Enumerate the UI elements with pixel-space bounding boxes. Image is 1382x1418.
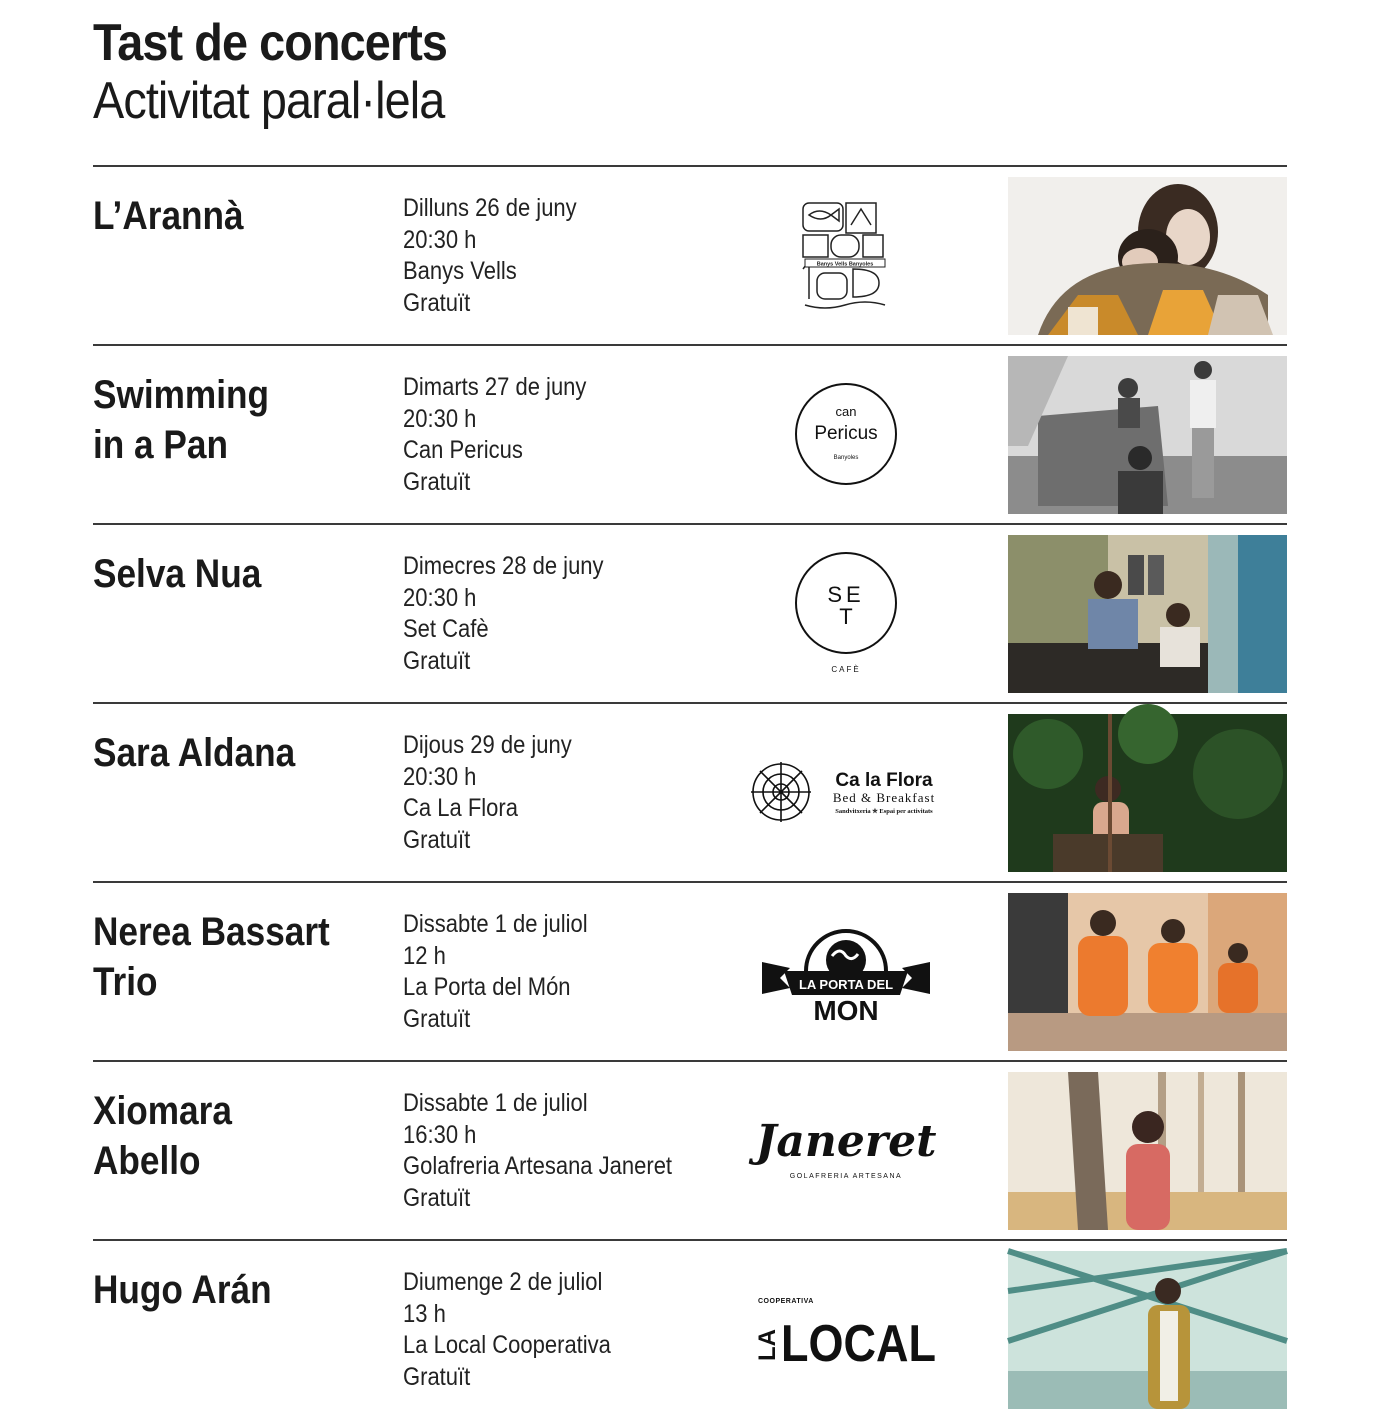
event-price: Gratuït — [403, 1362, 471, 1391]
event-time: 20:30 h — [403, 583, 477, 612]
event-time: 12 h — [403, 941, 446, 970]
artist-name: Selva Nua — [93, 552, 262, 596]
event-details — [403, 1267, 611, 1393]
event-time: 16:30 h — [403, 1120, 477, 1149]
event-venue: Golafreria Artesana Janeret — [403, 1152, 673, 1180]
event-price: Gratuït — [403, 646, 471, 675]
artist-photo — [1008, 1072, 1287, 1230]
artist-name: L’Arannà — [93, 194, 244, 238]
event-price: Gratuït — [403, 825, 471, 854]
event-row — [93, 881, 1287, 1060]
logo-banner-text: LA PORTA DEL — [798, 976, 893, 992]
event-date: Dimecres 28 de juny — [403, 552, 604, 580]
event-details — [403, 730, 572, 856]
artist-photo — [1008, 1251, 1287, 1409]
artist-name: Hugo Arán — [93, 1268, 272, 1312]
event-date: Dissabte 1 de juliol — [403, 1089, 588, 1117]
artist-name: Sara Aldana — [93, 731, 296, 775]
event-date: Diumenge 2 de juliol — [403, 1268, 603, 1296]
event-row — [93, 165, 1287, 344]
event-date: Dimarts 27 de juny — [403, 373, 587, 401]
event-price: Gratuït — [403, 467, 471, 496]
logo-small-text: can — [835, 403, 856, 419]
logo-main-text: Pericus — [813, 422, 878, 444]
logo-sub-text: Banyoles — [833, 454, 858, 461]
logo-main-text: LOCAL — [780, 1314, 936, 1373]
page-title: Tast de concerts — [93, 14, 448, 72]
ca-la-flora-logo — [743, 714, 948, 869]
event-date: Dijous 29 de juny — [403, 731, 572, 759]
event-row — [93, 344, 1287, 523]
la-local-logo — [743, 1251, 948, 1406]
logo-main-text: Janeret — [755, 1115, 936, 1167]
logo-sub-text: Sandvitxeria ✮ Espai per activitats — [834, 807, 933, 815]
banys-vells-logo — [743, 177, 948, 332]
event-row — [93, 523, 1287, 702]
la-porta-del-mon-logo — [743, 893, 948, 1048]
event-row — [93, 1060, 1287, 1239]
logo-line2-text: Bed & Breakfast — [832, 789, 935, 805]
event-time: 13 h — [403, 1299, 446, 1328]
artist-photo — [1008, 535, 1287, 693]
set-cafe-logo — [743, 535, 948, 690]
artist-photo — [1008, 356, 1287, 514]
event-price: Gratuït — [403, 1183, 471, 1212]
event-venue: Set Cafè — [403, 615, 489, 643]
can-pericus-logo — [743, 356, 948, 511]
logo-line2-text: T — [838, 603, 853, 629]
logo-main-text: MON — [812, 994, 879, 1026]
event-details — [403, 372, 586, 498]
logo-sub-text: GOLAFRERIA ARTESANA — [789, 1172, 902, 1180]
page-subtitle: Activitat paral·lela — [93, 72, 445, 130]
artist-photo — [1008, 177, 1287, 335]
logo-small-text: COOPERATIVA — [757, 1297, 814, 1305]
event-price: Gratuït — [403, 288, 471, 317]
artist-photo — [1008, 893, 1287, 1051]
logo-text: Banys Vells Banyoles — [816, 261, 873, 267]
event-price: Gratuït — [403, 1004, 471, 1033]
event-venue: Banys Vells — [403, 257, 517, 285]
logo-sub-text: CAFÈ — [830, 664, 861, 674]
event-details — [403, 193, 577, 319]
event-details — [403, 1088, 672, 1214]
event-venue: Ca La Flora — [403, 794, 518, 822]
event-venue: Can Pericus — [403, 436, 523, 464]
artist-name: Nerea Bassart Trio — [93, 910, 330, 1004]
event-details — [403, 909, 588, 1035]
event-time: 20:30 h — [403, 225, 477, 254]
event-time: 20:30 h — [403, 404, 477, 433]
event-details — [403, 551, 604, 677]
artist-name: Xiomara Abello — [93, 1089, 232, 1183]
logo-vertical-text: LA — [753, 1328, 781, 1361]
artist-name: Swimming in a Pan — [93, 373, 270, 467]
event-date: Dilluns 26 de juny — [403, 194, 577, 222]
event-row — [93, 702, 1287, 881]
event-venue: La Porta del Món — [403, 973, 571, 1001]
artist-photo — [1008, 714, 1287, 872]
event-row — [93, 1239, 1287, 1418]
event-list — [93, 165, 1287, 1418]
logo-main-text: Ca la Flora — [834, 769, 933, 791]
event-date: Dissabte 1 de juliol — [403, 910, 588, 938]
event-time: 20:30 h — [403, 762, 477, 791]
logo-line1-text: SE — [826, 581, 865, 607]
janeret-logo — [743, 1072, 948, 1227]
event-venue: La Local Cooperativa — [403, 1331, 611, 1359]
page-header — [93, 14, 486, 130]
